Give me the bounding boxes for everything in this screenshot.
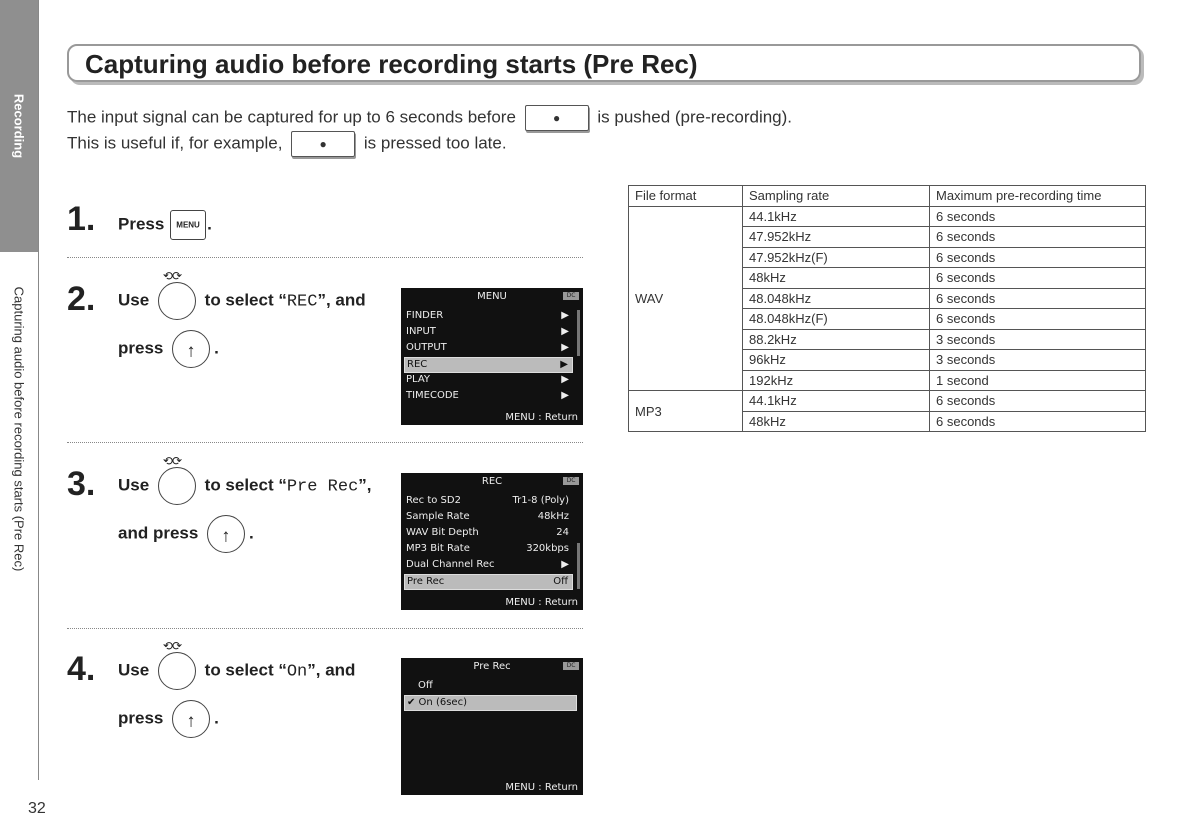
table-cell: 6 seconds bbox=[930, 391, 1146, 412]
step-1-text bbox=[118, 210, 212, 240]
rec-item-dual-channel-rec[interactable] bbox=[404, 558, 573, 572]
menu-item-label: REC bbox=[407, 359, 428, 370]
step-divider bbox=[67, 628, 583, 629]
chevron-right-icon: ▶ bbox=[560, 359, 568, 370]
table-cell: 6 seconds bbox=[930, 288, 1146, 309]
step-3-line-1 bbox=[118, 454, 372, 505]
pre-rec-screen bbox=[401, 658, 583, 795]
step-3-press: and press bbox=[118, 523, 199, 543]
intro-line-2-a: This is useful if, for example, bbox=[67, 133, 283, 153]
rec-item-value: Tr1-8 (Poly) bbox=[512, 495, 569, 506]
push-arrow-icon: ↑ bbox=[221, 525, 231, 546]
page-number: 32 bbox=[28, 800, 46, 817]
table-cell: 192kHz bbox=[743, 370, 930, 391]
menu-screen-header: MENU bbox=[477, 291, 507, 302]
rec-item-mp3-bit-rate[interactable] bbox=[404, 542, 573, 556]
step-2-line-1 bbox=[118, 269, 366, 320]
intro-line-1 bbox=[67, 105, 792, 131]
push-arrow-icon: ↑ bbox=[186, 340, 196, 361]
menu-key-label: MENU bbox=[176, 220, 200, 230]
rec-button-icon bbox=[291, 131, 355, 157]
step-3-select-b: ”, bbox=[358, 475, 372, 495]
rec-item-value: 320kbps bbox=[526, 543, 569, 554]
subsection-label: Capturing audio before recording starts (Pre Rec) bbox=[11, 286, 27, 572]
intro-line-1-a: The input signal can be captured for up to 6 seconds before bbox=[67, 107, 516, 127]
step-4-select-a: to select “ bbox=[204, 660, 287, 680]
table-cell: 6 seconds bbox=[930, 309, 1146, 330]
table-header-row bbox=[629, 186, 1146, 207]
rotate-arc-icon: ⟲⟳ bbox=[162, 454, 182, 468]
section-tab-label: Recording bbox=[11, 93, 27, 159]
step-1-press: Press bbox=[118, 214, 165, 234]
rec-screen bbox=[401, 473, 583, 610]
menu-item-timecode[interactable] bbox=[404, 389, 573, 403]
section-tab bbox=[0, 0, 38, 252]
push-arrow-icon: ↑ bbox=[186, 710, 196, 731]
step-3-select-a: to select “ bbox=[204, 475, 287, 495]
page-title: Capturing audio before recording starts (Pre Rec) bbox=[85, 49, 698, 79]
table-cell: 88.2kHz bbox=[743, 329, 930, 350]
table-cell: 6 seconds bbox=[930, 206, 1146, 227]
chevron-right-icon: ▶ bbox=[561, 326, 569, 337]
table-cell: 96kHz bbox=[743, 350, 930, 371]
step-number: 1. bbox=[67, 200, 96, 238]
battery-icon: DC bbox=[563, 662, 579, 670]
step-4-end: . bbox=[214, 708, 219, 728]
dial-knob-icon bbox=[158, 454, 196, 505]
step-3-item: Pre Rec bbox=[286, 477, 359, 497]
table-cell: 6 seconds bbox=[930, 247, 1146, 268]
push-knob-icon bbox=[172, 330, 210, 368]
rec-item-label: Dual Channel Rec bbox=[406, 559, 495, 570]
rec-item-label: Sample Rate bbox=[406, 511, 470, 522]
rotate-arc-icon: ⟲⟳ bbox=[162, 639, 182, 653]
step-3-use: Use bbox=[118, 475, 150, 495]
table-cell: 48.048kHz bbox=[743, 288, 930, 309]
step-2-line-2 bbox=[118, 330, 219, 368]
menu-item-label: PLAY bbox=[406, 374, 431, 385]
step-1-end: . bbox=[207, 214, 212, 234]
chevron-right-icon: ▶ bbox=[561, 559, 569, 570]
step-4-item: On bbox=[286, 662, 308, 682]
chevron-right-icon: ▶ bbox=[561, 342, 569, 353]
menu-item-label: OUTPUT bbox=[406, 342, 447, 353]
menu-item-play[interactable] bbox=[404, 373, 573, 387]
chevron-right-icon: ▶ bbox=[561, 310, 569, 321]
rec-item-label: Pre Rec bbox=[407, 576, 445, 587]
menu-item-label: FINDER bbox=[406, 310, 444, 321]
step-4-line-2 bbox=[118, 700, 219, 738]
table-cell: 6 seconds bbox=[930, 227, 1146, 248]
table-cell: 3 seconds bbox=[930, 350, 1146, 371]
menu-screen bbox=[401, 288, 583, 425]
pre-rec-option-label: Off bbox=[418, 680, 433, 691]
rec-item-value: 24 bbox=[556, 527, 569, 538]
table-cell: 3 seconds bbox=[930, 329, 1146, 350]
pre-rec-option-label: ✔ On (6sec) bbox=[407, 697, 467, 708]
battery-icon: DC bbox=[563, 477, 579, 485]
scrollbar[interactable] bbox=[577, 310, 580, 356]
table-header: Maximum pre-recording time bbox=[930, 186, 1146, 207]
title-box bbox=[67, 44, 1141, 82]
format-cell: WAV bbox=[629, 206, 743, 391]
rotate-arc-icon: ⟲⟳ bbox=[162, 269, 182, 283]
step-number: 2. bbox=[67, 280, 96, 318]
menu-item-finder[interactable] bbox=[404, 309, 573, 323]
pre-rec-screen-header: Pre Rec bbox=[473, 661, 511, 672]
step-4-line-1 bbox=[118, 639, 356, 690]
step-2-use: Use bbox=[118, 290, 150, 310]
menu-key-icon bbox=[170, 210, 206, 240]
table-cell: 6 seconds bbox=[930, 411, 1146, 432]
step-3-end: . bbox=[249, 523, 254, 543]
rec-button-icon bbox=[525, 105, 589, 131]
table-cell: 6 seconds bbox=[930, 268, 1146, 289]
menu-item-input[interactable] bbox=[404, 325, 573, 339]
rec-screen-header: REC bbox=[481, 476, 503, 487]
table-cell: 48kHz bbox=[743, 268, 930, 289]
chevron-right-icon: ▶ bbox=[561, 374, 569, 385]
step-2-select-b: ”, and bbox=[317, 290, 366, 310]
dial-knob-icon bbox=[158, 639, 196, 690]
step-number: 3. bbox=[67, 465, 96, 503]
rec-item-rec-to-sd2[interactable] bbox=[404, 494, 573, 508]
step-2-press: press bbox=[118, 338, 164, 358]
step-4-press: press bbox=[118, 708, 164, 728]
rec-item-sample-rate[interactable] bbox=[404, 510, 573, 524]
table-cell: 48.048kHz(F) bbox=[743, 309, 930, 330]
step-number: 4. bbox=[67, 650, 96, 688]
menu-screen-footer: MENU : Return bbox=[505, 412, 578, 423]
intro-line-1-b: is pushed (pre-recording). bbox=[597, 107, 793, 127]
pre-rec-time-table bbox=[628, 185, 1146, 432]
menu-item-rec[interactable] bbox=[404, 357, 573, 373]
rec-item-pre-rec[interactable] bbox=[404, 574, 573, 590]
menu-item-label: INPUT bbox=[406, 326, 436, 337]
step-2-select-a: to select “ bbox=[204, 290, 287, 310]
table-cell: 1 second bbox=[930, 370, 1146, 391]
table-cell: 47.952kHz bbox=[743, 227, 930, 248]
chevron-right-icon: ▶ bbox=[561, 390, 569, 401]
push-knob-icon bbox=[207, 515, 245, 553]
battery-icon: DC bbox=[563, 292, 579, 300]
rec-screen-footer: MENU : Return bbox=[505, 597, 578, 608]
table-row bbox=[629, 391, 1146, 412]
table-cell: 48kHz bbox=[743, 411, 930, 432]
dial-knob-icon bbox=[158, 269, 196, 320]
pre-rec-option-off[interactable] bbox=[404, 679, 573, 693]
rec-dot-icon: ● bbox=[553, 111, 561, 125]
table-cell: 44.1kHz bbox=[743, 391, 930, 412]
scrollbar[interactable] bbox=[577, 543, 580, 589]
step-4-use: Use bbox=[118, 660, 150, 680]
step-4-select-b: ”, and bbox=[307, 660, 356, 680]
intro-line-2-b: is pressed too late. bbox=[363, 133, 507, 153]
step-2-end: . bbox=[214, 338, 219, 358]
table-cell: 44.1kHz bbox=[743, 206, 930, 227]
rec-item-label: WAV Bit Depth bbox=[406, 527, 479, 538]
step-divider bbox=[67, 442, 583, 443]
table-cell: 47.952kHz(F) bbox=[743, 247, 930, 268]
rec-item-value: Off bbox=[553, 576, 568, 587]
step-divider bbox=[67, 257, 583, 258]
intro-line-2 bbox=[67, 131, 507, 157]
rec-item-wav-bit-depth[interactable] bbox=[404, 526, 573, 540]
rec-item-label: MP3 Bit Rate bbox=[406, 543, 470, 554]
push-knob-icon bbox=[172, 700, 210, 738]
menu-item-label: TIMECODE bbox=[406, 390, 459, 401]
step-3-line-2 bbox=[118, 515, 254, 553]
menu-item-output[interactable] bbox=[404, 341, 573, 355]
rec-dot-icon: ● bbox=[319, 137, 327, 151]
step-2-item: REC bbox=[286, 292, 318, 312]
pre-rec-screen-footer: MENU : Return bbox=[505, 782, 578, 793]
rec-item-value: 48kHz bbox=[537, 511, 569, 522]
pre-rec-option-on[interactable] bbox=[404, 695, 577, 711]
table-header: Sampling rate bbox=[743, 186, 930, 207]
table-header: File format bbox=[629, 186, 743, 207]
rec-item-label: Rec to SD2 bbox=[406, 495, 461, 506]
format-cell: MP3 bbox=[629, 391, 743, 432]
table-row bbox=[629, 206, 1146, 227]
sidebar-divider bbox=[38, 0, 39, 780]
